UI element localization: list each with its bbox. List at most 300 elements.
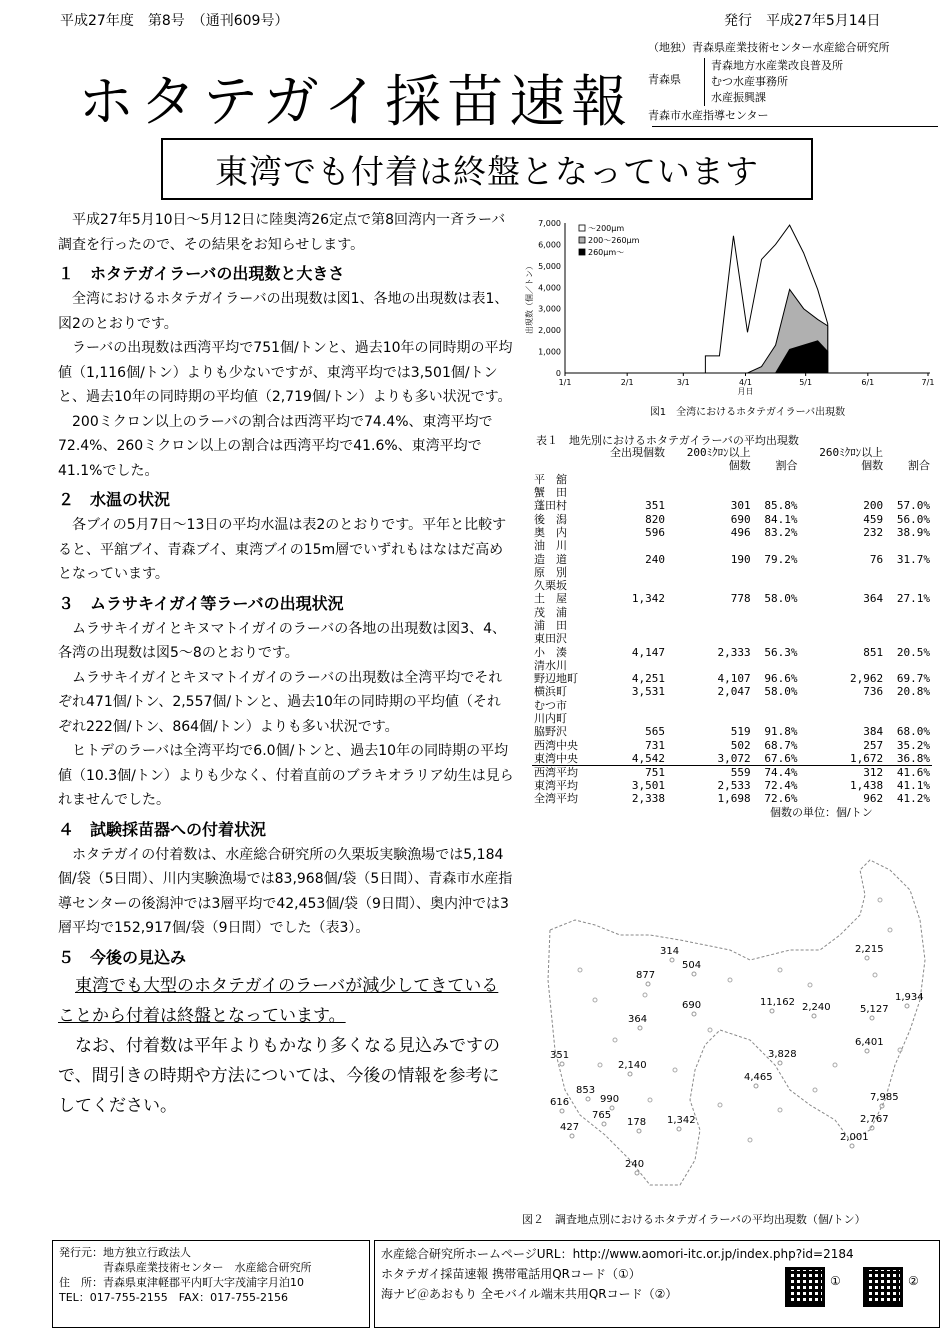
station-point [865,1049,869,1053]
station-point [880,1104,884,1108]
section-1-p1: 全湾におけるホタテガイラーバの出現数は図1、各地の出現数は表1、図2のとおりです。 [58,291,509,332]
table-row-label: 蓬田村 [534,499,567,513]
table-cell [593,619,667,632]
station-point [888,928,892,932]
table-cell [593,539,667,552]
table-cell: 384 [863,725,884,739]
table-row-label: むつ市 [534,698,567,712]
station-value: 853 [576,1085,596,1096]
table-cell: 2,533 [717,778,751,792]
table-row [532,592,932,605]
station-value: 5,127 [860,1004,889,1015]
table-cell: 820 [645,512,665,526]
table-cell [667,473,753,486]
section-1-p3: 200ミクロン以上のラーバの割合は西湾平均で74.4%、東湾平均で72.4%、260ミクロン以上の割合は西湾平均で41.6%、東湾平均で41.1%でした。 [58,413,493,479]
legend-label: 260μm～ [588,248,625,257]
table-cell [593,699,667,712]
station-point [770,1009,774,1013]
qr-code-2[interactable] [863,1267,903,1307]
publisher-4: 水産振興課 [711,91,766,104]
station-value: 240 [625,1159,645,1170]
table-row [532,699,932,712]
table-header-cell: 200ﾐｸﾛﾝ以上 [686,446,751,460]
table-row [532,499,932,512]
table-cell: 257 [863,738,884,752]
station-point [670,958,674,962]
station-point [613,1038,617,1042]
legend-swatch [579,225,585,231]
table-cell: 690 [730,512,751,526]
publisher-5: 青森市水産指導センター [648,109,769,122]
table-row-label: 西湾中央 [534,738,578,752]
table-cell: 731 [645,738,665,752]
table-cell [885,579,932,592]
table-row-label: 川内町 [534,712,567,726]
publisher-1: （地独）青森県産業技術センター水産総合研究所 [648,41,890,54]
station-point [813,1088,817,1092]
qr-code-1[interactable] [785,1267,825,1307]
figure-1-chart [520,215,940,425]
table-row-label: 清水川 [534,658,567,672]
table-cell: 79.2% [764,552,798,566]
table-cell: 851 [863,645,884,659]
station-point [708,1028,712,1032]
table-1 [532,446,932,805]
table-cell: 56.0% [896,512,930,526]
station-value: 11,162 [760,997,795,1008]
table-cell: 519 [730,725,751,739]
table-cell: 76 [869,552,884,566]
y-tick-label: 7,000 [538,219,561,228]
station-point [812,1014,816,1018]
table-header-row [532,446,932,459]
table-cell: 496 [730,525,751,539]
table-cell [753,579,800,592]
station-point [878,898,882,902]
table-cell: 736 [863,685,884,699]
table-cell: 35.2% [896,738,930,752]
table-cell [667,486,753,499]
table-header-cell: 個数 [861,459,884,473]
legend-swatch [579,249,585,255]
y-tick-label: 3,000 [538,304,561,314]
station-point [833,1063,837,1067]
table-cell [753,539,800,552]
station-point [598,1063,602,1067]
footer-publisher [52,1240,370,1328]
station-point [850,1144,854,1148]
table-cell [885,486,932,499]
station-point [865,956,869,960]
section-3-p3: ヒトデのラーバは全湾平均で6.0個/トンと、過去10年の同時期の平均値（10.3個/トン）よりも少なく、付着直前のブラキオラリア幼生は見られませんでした。 [58,743,514,808]
station-point [873,973,877,977]
table-cell: 1,438 [850,778,884,792]
station-point [586,1097,590,1101]
table-row [532,526,932,539]
table-row-label: 東田沢 [534,632,567,646]
table-cell: 72.4% [764,778,798,792]
table-cell: 20.5% [896,645,930,659]
station-point [628,1072,632,1076]
table-cell: 200 [863,499,884,513]
table-header-cell: 割合 [908,459,930,473]
table-cell: 502 [730,738,751,752]
publisher-pref: 青森県 [648,73,681,86]
station-value: 3,828 [768,1049,797,1060]
station-value: 351 [550,1050,570,1061]
station-point [570,1134,574,1138]
section-3-p2: ムラサキイガイとキヌマトイガイのラーバの出現数は全湾平均でそれぞれ471個/トン、2,557個/トンと、過去10年の同時期の平均値（それぞれ222個/トン、864個/トン）よりも多い状況です。 [58,669,503,735]
table-header-cell [593,459,667,472]
chart-title: 図1 全湾におけるホタテガイラーバ出現数 [649,407,846,418]
station-point [593,998,597,1002]
table-cell: 96.6% [764,672,798,686]
table-row [532,539,932,552]
figure-2-map [520,840,940,1210]
table-row-label: 野辺地町 [534,672,578,686]
table-row-label: 奥 内 [534,525,567,539]
station-point [635,1171,639,1175]
section-3-title: ３ ムラサキイガイ等ラーバの出現状況 [58,593,344,613]
x-tick-label: 1/1 [558,378,572,387]
legend-label: ～200μm [588,224,625,233]
table-cell: 596 [645,525,665,539]
table-cell: 4,107 [717,672,751,686]
table-cell [593,659,667,672]
table-header-cell [532,459,593,472]
x-tick-label: 4/1 [739,378,752,387]
station-value: 877 [636,970,656,981]
table-cell: 1,672 [850,751,884,765]
table-row-label: 茂 浦 [534,605,567,619]
table-row-label: 西湾平均 [532,765,593,779]
header-divider [652,126,938,127]
table-cell [667,632,753,645]
table-cell: 36.8% [896,751,930,765]
legend-swatch [579,237,585,243]
x-tick-label: 2/1 [620,378,634,387]
table-cell [885,619,932,632]
table-row [532,672,932,685]
station-point [748,1138,752,1142]
table-cell: 84.1% [764,512,798,526]
footer-line-3: 住 所：青森県東津軽郡平内町大字茂浦字月泊10 [59,1276,304,1289]
footer-line-4: TEL：017-755-2155 FAX：017-755-2156 [59,1291,289,1304]
table-cell [593,712,667,725]
table-cell: 364 [863,592,884,606]
table-cell [753,699,800,712]
table-cell [799,579,885,592]
station-point [870,1016,874,1020]
table-cell [753,473,800,486]
station-value: 1,934 [895,992,924,1003]
figure-2-caption: 図２ 調査地点別におけるホタテガイラーバの平均出現数（個/トン） [522,1213,866,1226]
table-row [532,619,932,632]
table-row-label: 全湾平均 [534,792,578,806]
table-cell [885,473,932,486]
table-cell: 240 [645,552,665,566]
table-row-label: 後 潟 [534,512,567,526]
table-cell: 91.8% [764,725,798,739]
station-value: 7,985 [870,1092,899,1103]
table-row [532,712,932,725]
station-value: 504 [682,960,702,971]
table-row [532,765,932,779]
section-5-p2: なお、付着数は平年よりもかなり多くなる見込みですので、間引きの時期や方法については、今後の情報を参考にしてください。 [58,1035,500,1116]
table-cell: 41.2% [896,792,930,806]
legend-label: 200～260μm [588,236,640,245]
table-cell [593,579,667,592]
table-cell: 312 [799,765,885,779]
table-cell: 3,072 [717,751,751,765]
station-value: 314 [660,946,680,957]
table-cell: 3,501 [631,778,665,792]
x-tick-label: 6/1 [861,378,875,387]
table-cell [667,606,753,619]
table-cell: 85.8% [764,499,798,513]
station-point [778,1061,782,1065]
station-point [673,1068,677,1072]
publisher-3: むつ水産事務所 [711,75,788,88]
table-row [532,739,932,752]
table-cell: 190 [730,552,751,566]
table-cell: 38.9% [896,525,930,539]
y-tick-label: 4,000 [538,283,561,293]
table-header-cell [753,446,800,459]
section-3-p1: ムラサキイガイとキヌマトイガイのラーバの各地の出現数は図3、4、各湾の出現数は図5～8のとおりです。 [58,620,507,661]
table-cell: 56.3% [764,645,798,659]
table-cell [667,619,753,632]
table-cell: 27.1% [896,592,930,606]
table-cell [667,659,753,672]
publisher-2: 青森地方水産業改良普及所 [711,59,843,72]
table-row-label: 小 湊 [534,645,567,659]
table-row [532,473,932,486]
table-cell [799,712,885,725]
y-tick-label: 5,000 [538,261,561,271]
station-point [898,1048,902,1052]
table-cell [885,606,932,619]
table-cell [799,539,885,552]
article-body [58,208,514,1121]
table-cell: 2,338 [631,792,665,806]
table-cell: 69.7% [896,672,930,686]
publication-title: ホタテガイ採苗速報 [78,70,634,135]
table-cell: 559 [667,765,753,779]
table-cell [593,473,667,486]
y-tick-label: 6,000 [538,240,561,250]
section-2-p1: 各ブイの5月7日～13日の平均水温は表2のとおりです。平年と比較すると、平舘ブイ、青森ブイ、東湾ブイの15m層でいずれもはなはだ高めとなっています。 [58,517,507,582]
station-value: 616 [550,1097,570,1108]
table-row-label: 平 舘 [534,472,567,486]
section-4-title: ４ 試験採苗器への付着状況 [58,819,267,839]
table-cell [885,632,932,645]
footer-line-2: 青森県産業技術センター 水産総合研究所 [59,1261,312,1274]
table-cell: 232 [863,525,884,539]
table-cell: 778 [730,592,751,606]
table-row-label: 浦 田 [534,619,567,632]
station-value: 2,140 [618,1060,647,1071]
table-cell: 57.0% [896,499,930,513]
station-point [638,1026,642,1030]
table-cell [667,566,753,579]
y-tick-label: 0 [555,369,561,378]
table-row-label: 造 道 [534,552,567,566]
y-axis-label: 出現数（個／トン） [525,262,534,334]
station-value: 178 [627,1117,647,1128]
table-cell: 4,147 [631,645,665,659]
table-cell: 20.8% [896,685,930,699]
table-cell: 351 [645,499,665,513]
qr-code-1-mark: ① [830,1274,841,1288]
table-cell [667,579,753,592]
table-header-cell: 260ﾐｸﾛﾝ以上 [819,446,884,460]
table-row [532,512,932,525]
x-tick-label: 5/1 [799,378,813,387]
station-point [560,1109,564,1113]
table-row [532,659,932,672]
station-point [754,1084,758,1088]
table-cell [667,539,753,552]
footer-line-1: 発行元：地方独立行政法人 [59,1246,191,1259]
station-point [677,1127,681,1131]
table-cell: 67.6% [764,751,798,765]
table-cell: 41.1% [896,778,930,792]
station-value: 2,001 [840,1132,869,1143]
table-row-label: 東湾中央 [534,751,578,765]
table-cell [593,486,667,499]
footer-qr2-label: 海ナビ＠あおもり 全モバイル端末共用QRコード（②） [381,1287,678,1301]
table-1-unit: 個数の単位：個/トン [770,806,873,819]
x-tick-label: 7/1 [921,378,935,387]
station-value: 364 [628,1014,648,1025]
section-1-title: １ ホタテガイラーバの出現数と大きさ [58,264,345,283]
table-cell: 58.0% [764,592,798,606]
section-5-title: ５ 今後の見込み [58,947,187,967]
table-row-label: 原 別 [534,565,567,579]
station-value: 6,401 [855,1037,884,1048]
table-cell: 751 [593,765,667,779]
publisher-list [648,40,938,124]
x-axis-label: 月日 [737,387,754,396]
station-point [778,1108,782,1112]
table-cell [753,566,800,579]
table-cell [753,632,800,645]
table-cell [753,486,800,499]
table-cell [593,632,667,645]
table-cell: 565 [645,725,665,739]
issue-number: 平成27年度 第8号 （通刊609号） [60,13,289,29]
table-cell: 41.6% [885,765,932,779]
section-1-p2: ラーバの出現数は西湾平均で751個/トンと、過去10年の同時期の平均値（1,116個/トン）よりも少ないですが、東湾平均では3,501個/トンと、過去10年の同時期の平均値（2,719個/トン）よりも多い状況です。 [58,340,513,405]
table-row-label: 東湾平均 [534,778,578,792]
intro-paragraph: 平成27年5月10日～5月12日に陸奥湾26定点で第8回湾内一斉ラーバ調査を行ったので、その結果をお知らせします。 [58,212,506,253]
table-header-cell: 割合 [775,459,798,473]
station-value: 4,465 [744,1072,773,1083]
table-cell: 2,333 [717,645,751,659]
x-tick-label: 3/1 [676,378,690,387]
table-cell [885,659,932,672]
station-point [560,1062,564,1066]
table-row [532,579,932,592]
table-row [532,552,932,565]
station-value: 2,767 [860,1114,889,1125]
station-point [578,968,582,972]
section-4-p1: ホタテガイの付着数は、水産総合研究所の久栗坂実験漁場では5,184個/袋（5日間）、川内実験漁場では83,968個/袋（5日間）、青森市水産指導センターの後潟沖では3層平均で42,453個/袋（9日間）、奥内沖では3層平均で152,917個/袋（9日間）でした（表3）。 [58,846,513,936]
station-value: 990 [600,1094,620,1105]
table-row-label: 久栗坂 [534,579,567,593]
table-row [532,645,932,658]
table-cell: 74.4% [753,765,800,779]
table-cell: 1,698 [717,792,751,806]
station-value: 1,342 [667,1115,696,1126]
table-1-title: 表１ 地先別におけるホタテガイラーバの平均出現数 [536,434,799,447]
station-point [643,993,647,997]
table-cell: 83.2% [764,525,798,539]
table-header-row [532,459,932,472]
table-header-cell [885,446,932,459]
table-cell: 31.7% [896,552,930,566]
table-cell: 4,251 [631,672,665,686]
station-value: 690 [682,1000,702,1011]
station-point [648,1098,652,1102]
table-header-cell: 全出現個数 [610,446,665,460]
table-cell [667,712,753,725]
table-cell: 3,531 [631,685,665,699]
station-point [778,968,782,972]
table-row [532,632,932,645]
table-cell [753,659,800,672]
table-cell [753,712,800,725]
station-value: 427 [560,1122,580,1133]
table-cell: 68.7% [764,738,798,752]
table-cell: 459 [863,512,884,526]
table-cell [593,566,667,579]
table-cell [885,566,932,579]
table-cell: 4,542 [631,751,665,765]
table-cell: 1,342 [631,592,665,606]
station-point [718,1103,722,1107]
table-cell [799,606,885,619]
table-cell [799,566,885,579]
table-cell [885,699,932,712]
table-cell [799,699,885,712]
table-cell: 68.0% [896,725,930,739]
table-cell: 72.6% [764,792,798,806]
table-row-label: 脇野沢 [534,725,567,739]
table-cell [799,473,885,486]
table-cell [885,539,932,552]
table-row-label: 土 屋 [534,592,567,606]
table-cell [799,632,885,645]
section-5-p1: 東湾でも大型のホタテガイのラーバが減少してきていることから付着は終盤となっています。 [58,975,499,1026]
table-row [532,486,932,499]
section-2-title: ２ 水温の状況 [58,490,171,509]
table-cell [667,699,753,712]
table-row [532,606,932,619]
footer-url[interactable]: 水産総合研究所ホームページURL：http://www.aomori-itc.or.jp/index.php?id=2184 [381,1247,854,1261]
footer-qr1-label: ホタテガイ採苗速報 携帯電話用QRコード（①） [381,1267,641,1281]
station-point [808,983,812,987]
table-row [532,566,932,579]
table-cell: 301 [730,499,751,513]
table-cell: 962 [863,792,884,806]
table-cell [593,606,667,619]
qr-code-2-mark: ② [908,1274,919,1288]
table-row-label: 蟹 田 [534,486,567,500]
station-value: 765 [592,1110,612,1121]
table-cell [799,659,885,672]
